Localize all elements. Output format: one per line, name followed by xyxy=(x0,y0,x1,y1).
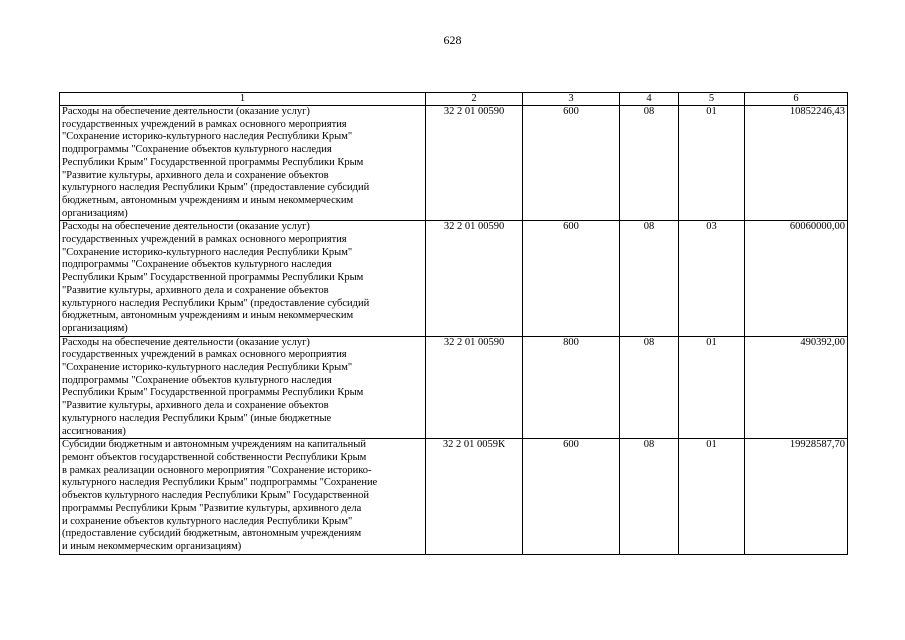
row-subsection: 03 xyxy=(679,221,745,336)
row-expense-type: 600 xyxy=(523,221,620,336)
row-section: 08 xyxy=(620,221,679,336)
row-target-code: 32 2 01 00590 xyxy=(426,221,523,336)
row-amount: 490392,00 xyxy=(745,336,848,439)
row-description: Расходы на обеспечение деятельности (оказание услуг) государственных учреждений в рамках основного мероприятия "Сохранение историко-культурного наследия Республики Крым" подпрограммы "Сохранение объектов культурного наследия Республики Крым" Государственной программы Республики Крым "Развитие культуры, архивного дела и сохранение объектов культурного наследия Республики Крым" (предоставление субсидий бюджетным, автономным учреждениям и иным некоммерческим организациям) xyxy=(60,106,426,221)
column-header-1: 1 xyxy=(60,93,426,106)
row-description: Субсидии бюджетным и автономным учреждениям на капитальный ремонт объектов государственной собственности Республики Крым в рамках реализации основного мероприятия "Сохранение историко- культурного наследия Республики Крым" подпрограммы "Сохранение объектов культурного наследия Республики Крым" Государственной программы Республики Крым "Развитие культуры, архивного дела и сохранение объектов культурного наследия Республики Крым" (предоставление субсидий бюджетным, автономным учреждениям и иным некоммерческим организациям) xyxy=(60,439,426,554)
row-subsection: 01 xyxy=(679,336,745,439)
row-subsection: 01 xyxy=(679,106,745,221)
column-header-6: 6 xyxy=(745,93,848,106)
row-amount: 19928587,70 xyxy=(745,439,848,554)
table-row xyxy=(60,336,848,439)
table-row xyxy=(60,439,848,554)
row-expense-type: 600 xyxy=(523,106,620,221)
row-amount: 60060000,00 xyxy=(745,221,848,336)
budget-table xyxy=(59,92,848,555)
column-header-4: 4 xyxy=(620,93,679,106)
column-header-5: 5 xyxy=(679,93,745,106)
row-target-code: 32 2 01 0059К xyxy=(426,439,523,554)
row-target-code: 32 2 01 00590 xyxy=(426,106,523,221)
row-target-code: 32 2 01 00590 xyxy=(426,336,523,439)
column-header-2: 2 xyxy=(426,93,523,106)
page-number: 628 xyxy=(443,33,462,47)
row-section: 08 xyxy=(620,439,679,554)
table-row xyxy=(60,106,848,221)
row-subsection: 01 xyxy=(679,439,745,554)
row-description: Расходы на обеспечение деятельности (оказание услуг) государственных учреждений в рамках основного мероприятия "Сохранение историко-культурного наследия Республики Крым" подпрограммы "Сохранение объектов культурного наследия Республики Крым" Государственной программы Республики Крым "Развитие культуры, архивного дела и сохранение объектов культурного наследия Республики Крым" (предоставление субсидий бюджетным, автономным учреждениям и иным некоммерческим организациям) xyxy=(60,221,426,336)
row-section: 08 xyxy=(620,336,679,439)
column-header-row xyxy=(60,93,848,106)
row-section: 08 xyxy=(620,106,679,221)
column-header-3: 3 xyxy=(523,93,620,106)
row-description: Расходы на обеспечение деятельности (оказание услуг) государственных учреждений в рамках основного мероприятия "Сохранение историко-культурного наследия Республики Крым" подпрограммы "Сохранение объектов культурного наследия Республики Крым" Государственной программы Республики Крым "Развитие культуры, архивного дела и сохранение объектов культурного наследия Республики Крым" (иные бюджетные ассигнования) xyxy=(60,336,426,439)
row-amount: 10852246,43 xyxy=(745,106,848,221)
row-expense-type: 600 xyxy=(523,439,620,554)
row-expense-type: 800 xyxy=(523,336,620,439)
table-row xyxy=(60,221,848,336)
